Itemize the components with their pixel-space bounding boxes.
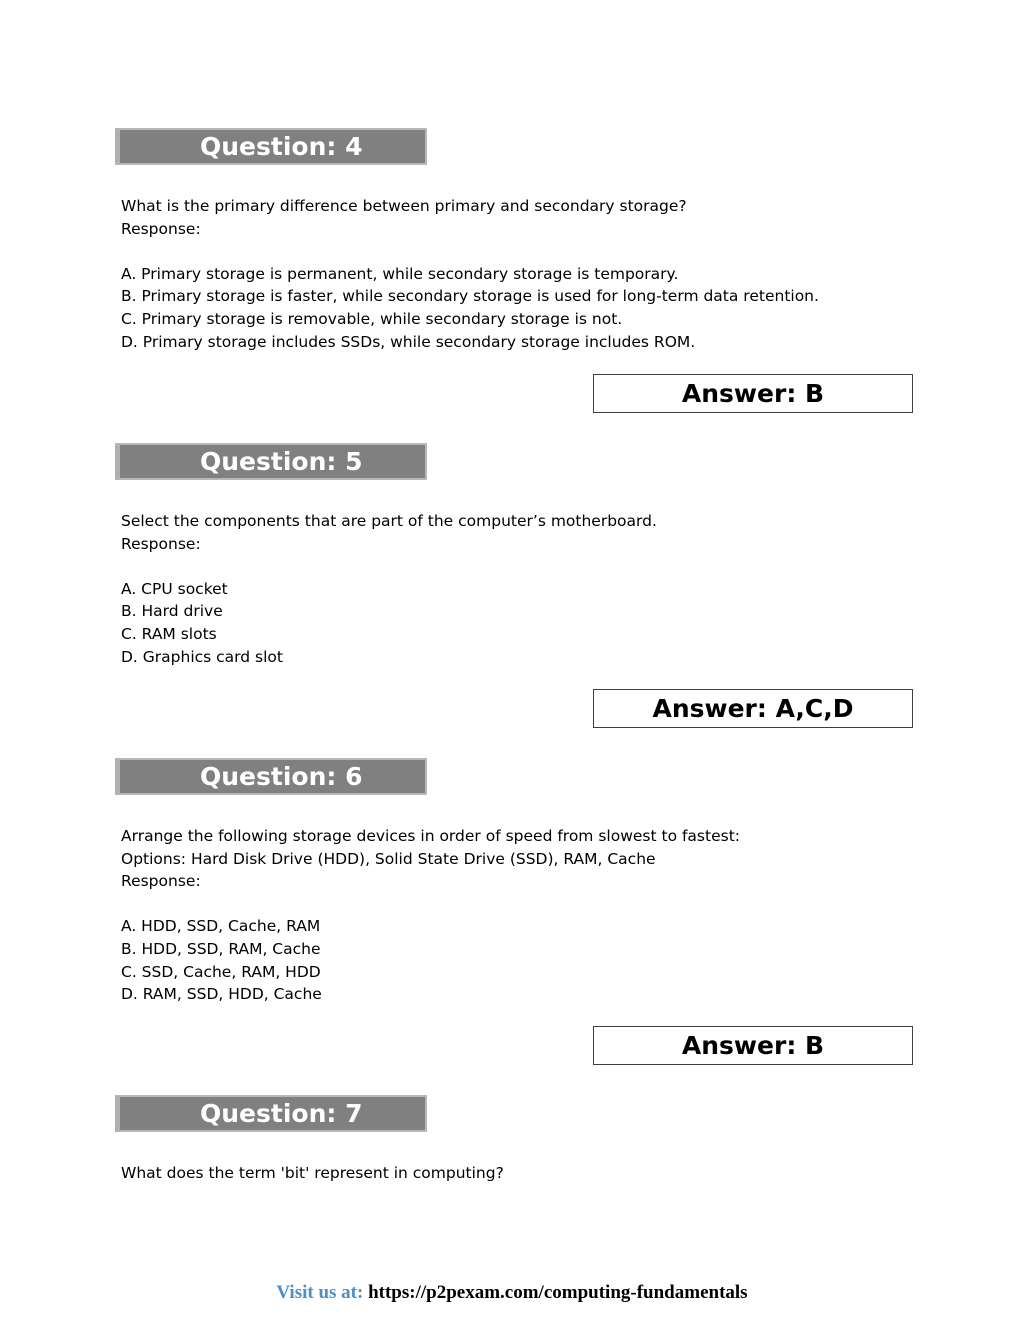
question-6-body	[121, 825, 921, 1006]
footer-url-link[interactable]: https://p2pexam.com/computing-fundamentals	[368, 1282, 748, 1303]
question-6-response-label: Response:	[121, 872, 201, 891]
question-5-option-c: C. RAM slots	[121, 624, 217, 643]
question-5-answer: Answer: A,C,D	[593, 689, 913, 728]
question-5-header: Question: 5	[115, 443, 427, 480]
question-5-body	[121, 510, 921, 668]
question-4-answer: Answer: B	[593, 374, 913, 413]
question-6-options-list: Options: Hard Disk Drive (HDD), Solid State Drive (SSD), RAM, Cache	[121, 849, 656, 868]
question-4-response-label: Response:	[121, 219, 201, 238]
question-4-option-a: A. Primary storage is permanent, while secondary storage is temporary.	[121, 264, 679, 283]
question-5-response-label: Response:	[121, 534, 201, 553]
question-5-option-d: D. Graphics card slot	[121, 647, 283, 666]
question-4-text: What is the primary difference between primary and secondary storage?	[121, 197, 687, 215]
question-6-answer: Answer: B	[593, 1026, 913, 1065]
footer	[0, 1281, 1024, 1305]
question-4-option-d: D. Primary storage includes SSDs, while secondary storage includes ROM.	[121, 332, 696, 351]
question-5-option-b: B. Hard drive	[121, 602, 223, 621]
question-5-text: Select the components that are part of the computer’s motherboard.	[121, 512, 657, 530]
question-6-option-d: D. RAM, SSD, HDD, Cache	[121, 985, 322, 1004]
question-6-option-a: A. HDD, SSD, Cache, RAM	[121, 917, 321, 936]
question-4-header: Question: 4	[115, 128, 427, 165]
question-6-option-b: B. HDD, SSD, RAM, Cache	[121, 939, 321, 958]
question-5-option-a: A. CPU socket	[121, 579, 228, 598]
footer-visit-label: Visit us at:	[276, 1282, 364, 1303]
question-6-option-c: C. SSD, Cache, RAM, HDD	[121, 962, 321, 981]
question-4-body	[121, 195, 921, 353]
question-6-text: Arrange the following storage devices in order of speed from slowest to fastest:	[121, 827, 740, 845]
question-7-header: Question: 7	[115, 1095, 427, 1132]
question-7-text: What does the term 'bit' represent in computing?	[121, 1164, 504, 1182]
question-6-header: Question: 6	[115, 758, 427, 795]
question-4-option-c: C. Primary storage is removable, while secondary storage is not.	[121, 309, 623, 328]
question-7-body	[121, 1162, 921, 1185]
question-4-option-b: B. Primary storage is faster, while secondary storage is used for long-term data retention.	[121, 287, 819, 306]
